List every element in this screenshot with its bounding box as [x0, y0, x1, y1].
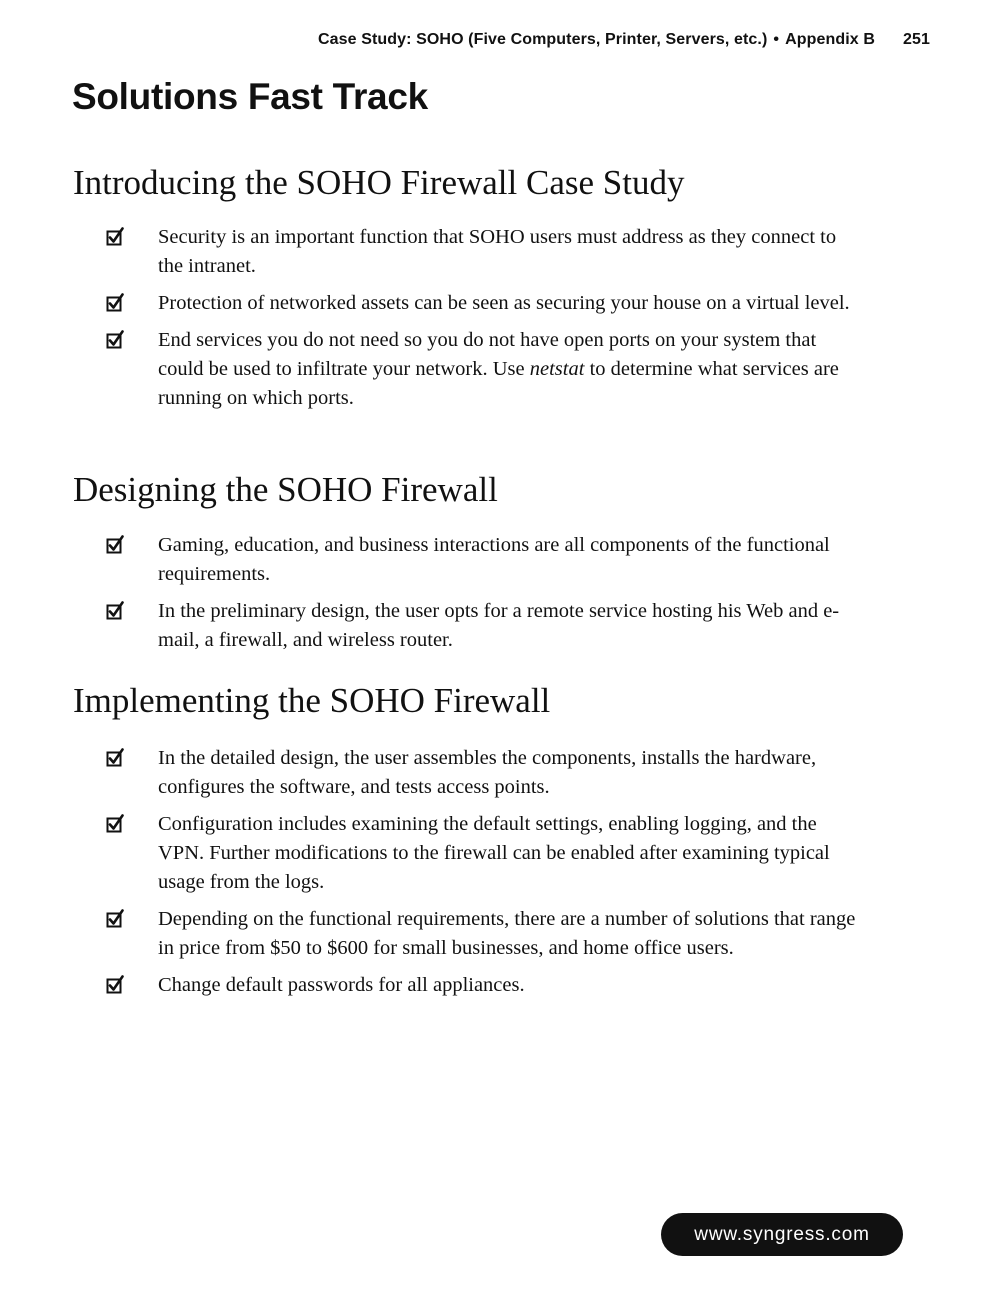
bullet-text: End services you do not need so you do not have open ports on your system that could be used to infiltrate your network. Use — [158, 329, 817, 380]
bullet-text: Configuration includes examining the default settings, enabling logging, and the VPN. Further modifications to the firewall can be enabled after examining typical usage from the logs. — [158, 813, 830, 893]
checkbox-checked-icon — [106, 974, 124, 996]
checkbox-checked-icon — [106, 813, 124, 835]
publisher-url-badge: www.syngress.com — [661, 1213, 903, 1256]
bullet-text-italic-command: netstat — [529, 358, 585, 380]
checkbox-checked-icon — [106, 292, 124, 314]
section-list-designing — [106, 531, 866, 663]
bullet-text: In the detailed design, the user assembles the components, installs the hardware, configures the software, and tests access points. — [158, 747, 817, 798]
checkbox-checked-icon — [106, 908, 124, 930]
bullet-separator: • — [773, 31, 780, 48]
section-heading-designing: Designing the SOHO Firewall — [73, 470, 498, 509]
checkbox-checked-icon — [106, 329, 124, 351]
bullet-text: In the preliminary design, the user opts for a remote service hosting his Web and e-mail, a firewall, and wireless router. — [158, 600, 840, 651]
list-item — [106, 326, 866, 413]
running-head — [318, 31, 930, 49]
bullet-text: Change default passwords for all appliances. — [158, 974, 525, 996]
bullet-text: Depending on the functional requirements, there are a number of solutions that range in price from $50 to $600 for small businesses, and home office users. — [158, 908, 856, 959]
page-number: 251 — [903, 31, 930, 48]
list-item — [106, 810, 866, 897]
appendix-label: Appendix B — [785, 31, 875, 48]
section-heading-introducing: Introducing the SOHO Firewall Case Study — [73, 163, 685, 202]
list-item — [106, 223, 866, 281]
list-item — [106, 531, 866, 589]
running-title: Case Study: SOHO (Five Computers, Printer, Servers, etc.) — [318, 31, 768, 48]
checkbox-checked-icon — [106, 600, 124, 622]
list-item — [106, 905, 866, 963]
bullet-text: Protection of networked assets can be seen as securing your house on a virtual level. — [158, 292, 850, 314]
bullet-text: to determine what services are running on which ports. — [158, 358, 839, 409]
list-item — [106, 289, 866, 318]
list-item — [106, 597, 866, 655]
section-list-introducing — [106, 223, 866, 421]
page-title: Solutions Fast Track — [72, 76, 428, 117]
section-heading-implementing: Implementing the SOHO Firewall — [73, 681, 551, 720]
list-item — [106, 744, 866, 802]
list-item — [106, 971, 866, 1000]
checkbox-checked-icon — [106, 747, 124, 769]
section-list-implementing — [106, 744, 866, 1008]
checkbox-checked-icon — [106, 226, 124, 248]
checkbox-checked-icon — [106, 534, 124, 556]
bullet-text: Gaming, education, and business interactions are all components of the functional requirements. — [158, 534, 830, 585]
bullet-text: Security is an important function that SOHO users must address as they connect to the intranet. — [158, 226, 837, 277]
